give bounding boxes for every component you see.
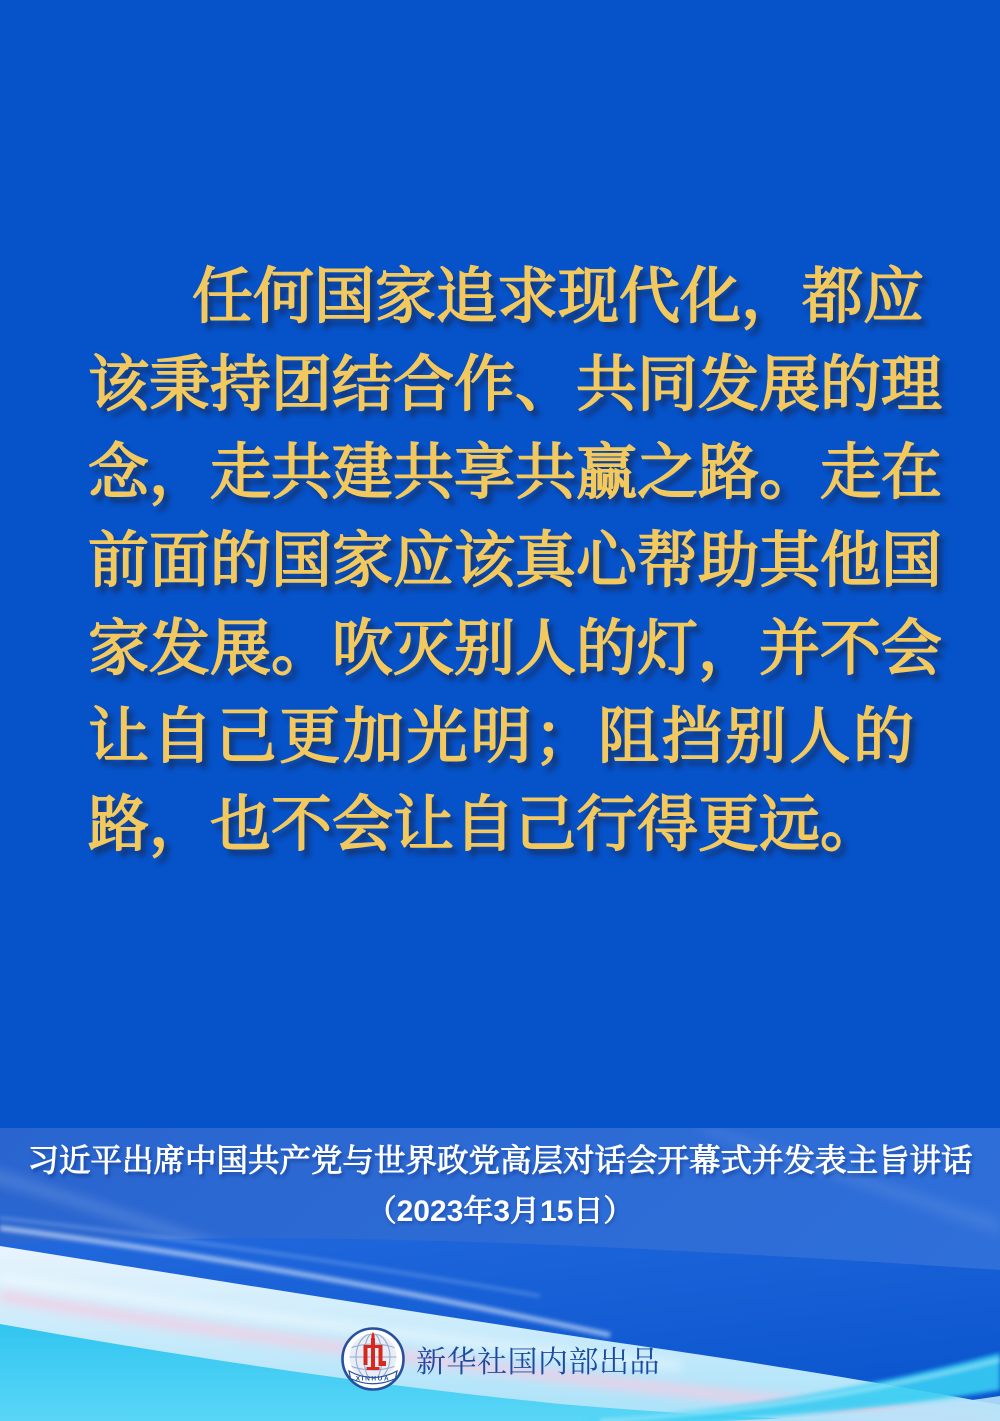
producer-label: 新华社国内部出品	[416, 1346, 660, 1379]
quote-line: 前面的国家应该真心帮助其他国	[88, 528, 943, 595]
xinhua-logo-text: XINHUA	[355, 1375, 391, 1383]
quote-line: 家发展。吹灭别人的灯，并不会	[88, 616, 943, 683]
speech-title: 习近平出席中国共产党与世界政党高层对话会开幕式并发表主旨讲话	[27, 1142, 973, 1178]
quote-line: 念，走共建共享共赢之路。走在	[88, 440, 943, 507]
producer-row	[0, 1322, 1000, 1396]
quote-block	[88, 254, 943, 870]
speech-date: （2023年3月15日）	[366, 1195, 634, 1228]
quote-line: 路，也不会让自己行得更远。	[88, 792, 882, 859]
quote-line: 该秉持团结合作、共同发展的理	[88, 352, 943, 419]
quote-line: 任何国家追求现代化，都应	[192, 264, 925, 331]
quote-line: 让自己更加光明；阻挡别人的	[88, 704, 914, 771]
xinhua-logo-icon	[340, 1326, 406, 1392]
